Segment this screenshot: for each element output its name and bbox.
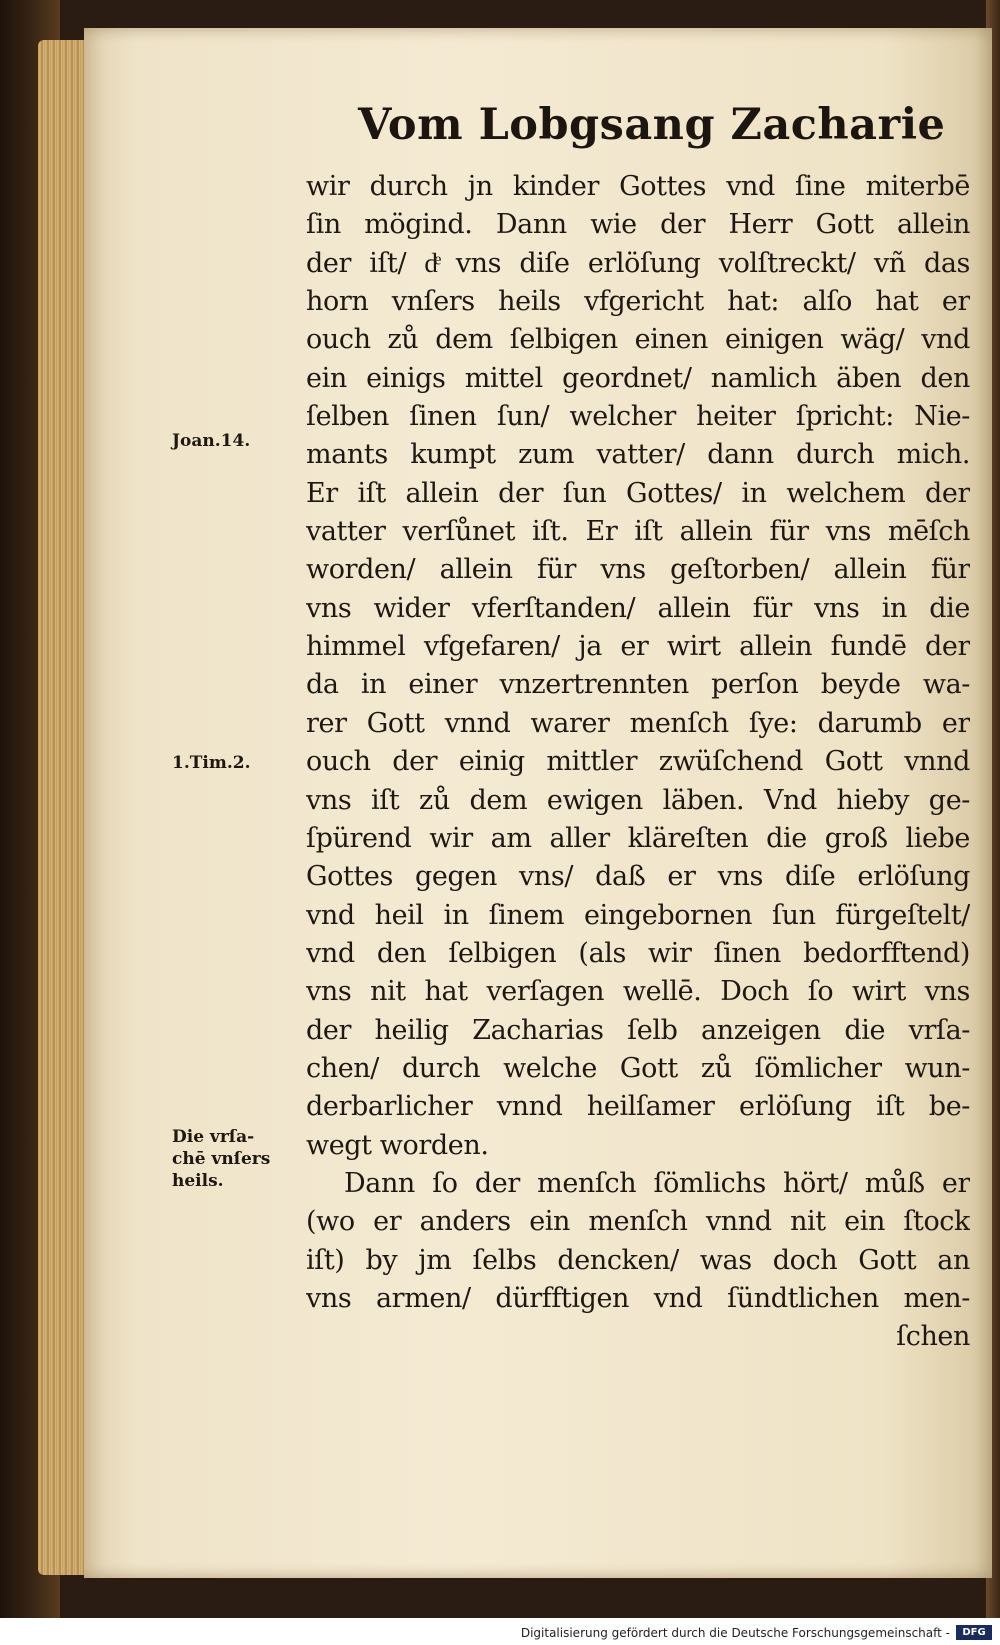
margin-note-ursache (172, 1126, 270, 1192)
text-line: worden/ allein für vns geſtorben/ allein für (306, 554, 970, 586)
margin-note-joan: Joan.14. (172, 431, 251, 451)
text-line: Dann ſo der menſch ſömlichs hört/ můß er (344, 1167, 970, 1199)
text-line: vatter verſůnet iſt. Er iſt allein für vns mēſch (306, 516, 970, 548)
margin-note-tim: 1.Tim.2. (172, 753, 251, 773)
text-line: vns iſt zů dem ewigen läben. Vnd hieby ge- (306, 784, 970, 816)
text-line: Er iſt allein der ſun Gottes/ in welchem der (306, 477, 970, 509)
text-line: wir durch jn kinder Gottes vnd ſine miterbē (306, 171, 970, 202)
text-line: der heilig Zacharias ſelb anzeigen die vrſa- (306, 1014, 970, 1046)
text-line: der iſt/ dͤ vns diſe erlöſung volſtreckt/ vñ das (306, 247, 970, 279)
margin-note-line: chē vnſers (172, 1149, 271, 1169)
text-line: vnd den ſelbigen (als wir ſinen bedorfftend) (306, 937, 970, 969)
text-line: ſelben ſinen ſun/ welcher heiter ſpricht: Nie- (306, 401, 970, 433)
text-line: ein einigs mittel geordnet/ namlich äben den (306, 362, 970, 394)
text-line: vns nit hat verſagen wellē. Doch ſo wirt vns (306, 976, 970, 1008)
dfg-logo: DFG (956, 1625, 992, 1640)
text-line: rer Gott vnnd warer menſch ſye: darumb er (306, 707, 970, 739)
text-line: derbarlicher vnnd heilſamer erlöſung iſt be- (306, 1091, 970, 1123)
text-line: mants kumpt zum vatter/ dann durch mich. (306, 439, 970, 471)
running-head: Vom Lobgsang Zacharie (358, 100, 946, 150)
text-line: ſin mögind. Dann wie der Herr Gott allein (306, 209, 970, 241)
text-line: (wo er anders ein menſch vnnd nit ein ſtock (306, 1206, 970, 1238)
catchword: ſchen (896, 1321, 970, 1353)
text-line: horn vnſers heils vfgericht hat: alſo hat er (306, 286, 970, 318)
text-line: vns wider vferſtanden/ allein für vns in die (306, 592, 970, 624)
text-line: chen/ durch welche Gott zů ſömlicher wun- (306, 1052, 970, 1084)
text-line: vns armen/ dürfftigen vnd ſündtlichen men- (306, 1282, 970, 1314)
margin-note-line: Die vrſa- (172, 1127, 255, 1147)
footer-credit: Digitalisierung gefördert durch die Deutsche Forschungsgemeinschaft - (520, 1626, 950, 1640)
text-line: ouch der einig mittler zwüſchend Gott vnnd (306, 746, 970, 778)
text-line: vnd heil in ſinem eingebornen ſun fürgeſtelt/ (306, 899, 970, 931)
text-line: da in einer vnzertrennten perſon beyde wa- (306, 669, 970, 701)
text-line: iſt) by jm ſelbs dencken/ was doch Gott an (306, 1244, 970, 1276)
text-line: wegt worden. (306, 1129, 489, 1161)
text-line: ſpürend wir am aller kläreſten die groß liebe (306, 822, 970, 854)
text-block (306, 168, 970, 1357)
text-line: Gottes gegen vns/ daß er vns diſe erlöſung (306, 861, 970, 893)
margin-note-line: heils. (172, 1171, 224, 1191)
text-line: ouch zů dem ſelbigen einen einigen wäg/ vnd (306, 324, 970, 356)
text-line: himmel vfgefaren/ ja er wirt allein fundē der (306, 631, 970, 663)
